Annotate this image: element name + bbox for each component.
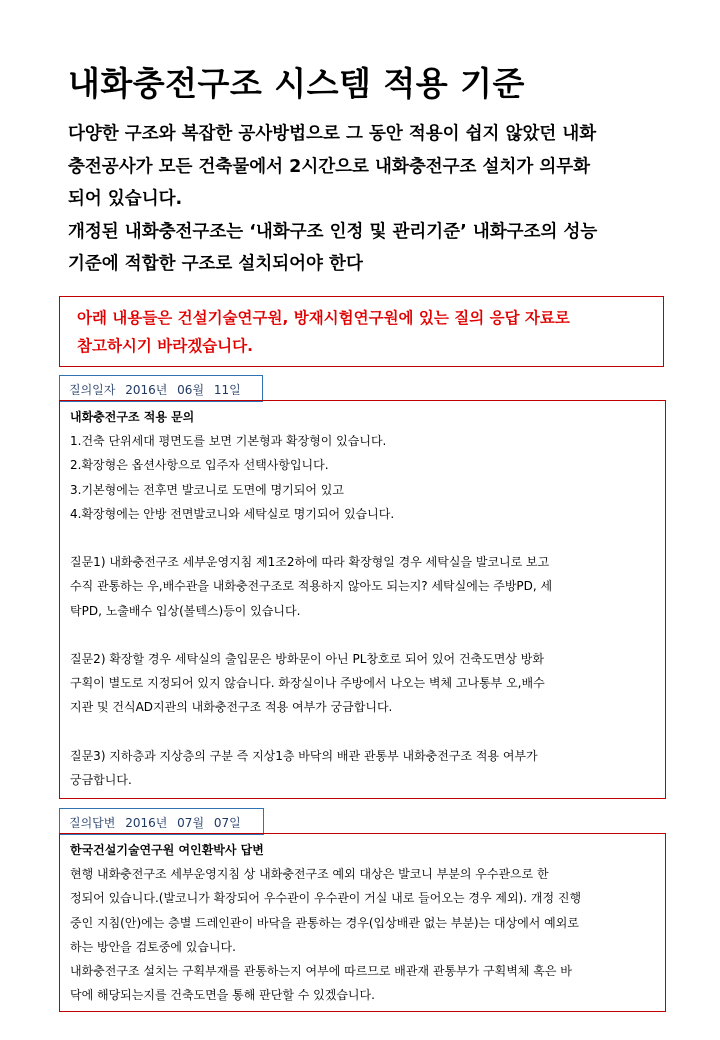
page-title: 내화충전구조 시스템 적용 기준: [68, 64, 525, 103]
intro-line: 되어 있습니다.: [68, 189, 183, 209]
answer-line: 하는 방안을 검토중에 있습니다.: [70, 939, 236, 954]
question-heading: 내화충전구조 적용 문의: [70, 410, 195, 424]
intro-paragraph: [68, 118, 698, 281]
question-2-line: 질문2) 확장할 경우 세탁실의 출입문은 방화문이 아닌 PL창호로 되어 있어 건축도면상 방화: [70, 652, 544, 666]
question-date-label: 질의일자: [69, 383, 116, 397]
answer-date-tab: [59, 808, 264, 835]
notice-line: 아래 내용들은 건설기술연구원, 방재시험연구원에 있는 질의 응답 자료로: [77, 309, 570, 327]
answer-date-day: 07일: [213, 816, 241, 830]
question-2-line: 지관 및 건식AD지관의 내화충전구조 적용 여부가 궁금합니다.: [70, 700, 393, 715]
question-date-month: 06월: [177, 383, 205, 397]
question-date-tab: [59, 375, 263, 402]
intro-line: 기준에 적합한 구조로 설치되어야 한다: [68, 254, 363, 274]
question-date-day: 11일: [213, 383, 241, 397]
notice-line: 참고하시기 바라겠습니다.: [77, 337, 253, 355]
answer-date-month: 07월: [177, 816, 205, 830]
answer-line: 중인 지침(안)에는 층별 드레인관이 바닥을 관통하는 경우(입상배관 없는 부분)는 대상에서 예외로: [70, 915, 579, 930]
question-box: [59, 400, 666, 799]
question-1-line: 질문1) 내화충전구조 세부운영지침 제1조2하에 따라 확장형일 경우 세탁실을 발코니로 보고: [70, 555, 550, 570]
answer-box: [59, 833, 666, 1012]
question-date-year: 2016년: [125, 383, 168, 397]
question-fact: 3.기본형에는 전후면 발코니로 도면에 명기되어 있고: [70, 482, 344, 497]
answer-line: 현행 내화충전구조 세부운영지침 상 내화충전구조 예외 대상은 발코니 부분의 우수관으로 한: [70, 867, 549, 882]
intro-line: 충전공사가 모든 건축물에서 2시간으로 내화충전구조 설치가 의무화: [68, 156, 591, 177]
answer-date-label: 질의답변: [69, 816, 116, 830]
question-1-line: 수직 관통하는 우,배수관을 내화충전구조로 적용하지 않아도 되는지? 세탁실에는 주방PD, 세: [70, 579, 553, 594]
answer-line: 내화충전구조 설치는 구획부재를 관통하는지 여부에 따르므로 배관재 관통부가 구획벽체 혹은 바: [70, 964, 572, 979]
question-1-line: 탁PD, 노출배수 입상(볼텍스)등이 있습니다.: [70, 603, 301, 618]
question-2-line: 구획이 별도로 지정되어 있지 않습니다. 화장실이나 주방에서 나오는 벽체 고나통부 오,배수: [70, 676, 545, 691]
answer-heading: 한국건설기술연구원 여인환박사 답변: [70, 843, 264, 857]
question-fact: 2.확장형은 옵션사항으로 입주자 선택사항입니다.: [70, 458, 329, 473]
answer-line: 닥에 해당되는지를 건축도면을 통해 판단할 수 있겠습니다.: [70, 988, 375, 1003]
notice-box: [59, 296, 664, 367]
question-fact: 4.확장형에는 안방 전면발코니와 세탁실로 명기되어 있습니다.: [70, 506, 395, 521]
question-3-line: 궁금합니다.: [70, 773, 132, 787]
question-3-line: 질문3) 지하층과 지상층의 구분 즉 지상1층 바닥의 배관 관통부 내화충전구조 적용 여부가: [70, 748, 538, 763]
answer-line: 정되어 있습니다.(발코니가 확장되어 우수관이 우수관이 거실 내로 들어오는 경우 제외). 개정 진행: [70, 891, 582, 906]
question-fact: 1.건축 단위세대 평면도를 보면 기본형과 확장형이 있습니다.: [70, 434, 387, 449]
answer-date-year: 2016년: [125, 816, 168, 830]
intro-line: 개정된 내화충전구조는 ‘내화구조 인정 및 관리기준’ 내화구조의 성능: [68, 221, 598, 242]
intro-line: 다양한 구조와 복잡한 공사방법으로 그 동안 적용이 쉽지 않았던 내화: [68, 124, 597, 144]
